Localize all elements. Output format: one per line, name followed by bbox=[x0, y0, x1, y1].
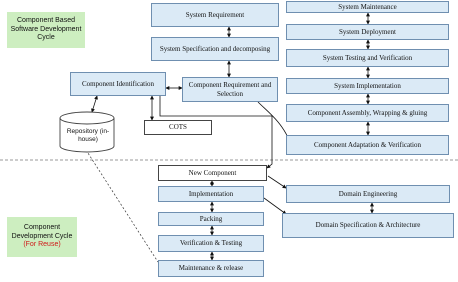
component-requirement-box: Component Requirement and Selection bbox=[182, 77, 278, 102]
software-cycle-label bbox=[7, 12, 85, 48]
system-testing-box: System Testing and Verification bbox=[286, 49, 449, 67]
maintenance-release-box: Maintenance & release bbox=[158, 260, 264, 277]
system-maintenance-box: System Maintenance bbox=[286, 1, 449, 13]
arrow-newcomponent-domain bbox=[268, 176, 286, 188]
system-specification-box: System Specification and decomposing bbox=[151, 37, 279, 61]
domain-engineering-box: Domain Engineering bbox=[286, 185, 450, 203]
component-assembly-box: Component Assembly, Wrapping & gluing bbox=[286, 104, 449, 122]
component-cycle-label bbox=[7, 217, 77, 257]
new-component-box: New Component bbox=[158, 165, 267, 181]
system-implementation-box: System Implementation bbox=[286, 78, 449, 94]
component-cycle-title: Component Development Cycle bbox=[11, 223, 73, 240]
component-cycle-subtitle: (For Reuse) bbox=[23, 241, 61, 249]
repository-label: Repository (in-house) bbox=[66, 128, 110, 144]
system-requirement-box: System Requirement bbox=[151, 3, 279, 27]
component-identification-box: Component Identification bbox=[70, 72, 166, 96]
dashed-repository-release bbox=[86, 150, 158, 262]
verification-testing-box: Verification & Testing bbox=[158, 235, 264, 252]
domain-specification-box: Domain Specification & Architecture bbox=[282, 213, 454, 238]
arrow-implementation-domainspec bbox=[264, 198, 286, 214]
system-deployment-box: System Deployment bbox=[286, 24, 449, 40]
packing-box: Packing bbox=[158, 212, 264, 226]
arrow-identification-repository bbox=[92, 96, 97, 112]
implementation-box: Implementation bbox=[158, 186, 264, 202]
component-adaptation-box: Component Adaptation & Verification bbox=[286, 135, 449, 155]
cots-box: COTS bbox=[144, 120, 212, 135]
software-cycle-title: Component Based Software Development Cycle bbox=[10, 16, 82, 42]
